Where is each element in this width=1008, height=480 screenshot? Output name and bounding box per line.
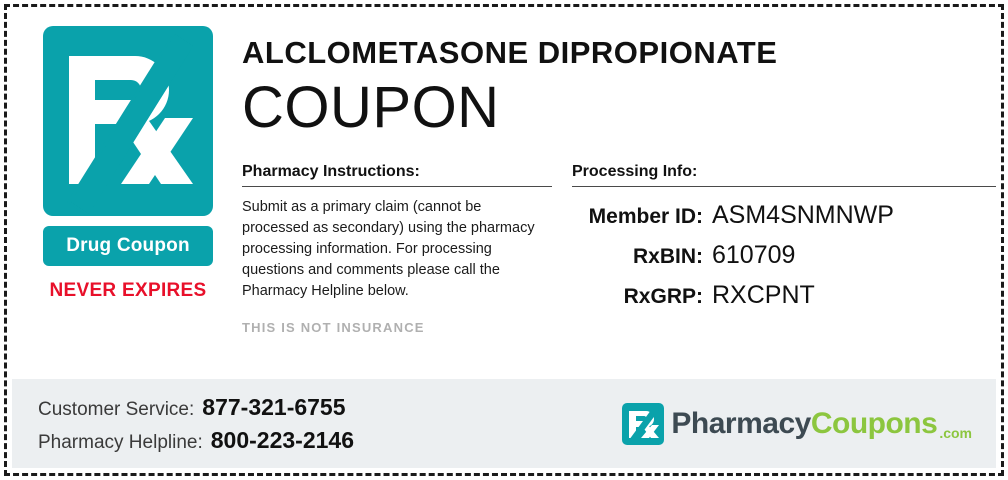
pharmacy-helpline-line (38, 424, 622, 457)
pharmacy-helpline-number[interactable]: 800-223-2146 (210, 426, 354, 453)
brand-rx-icon (622, 403, 664, 445)
brand-tld: .com (939, 424, 972, 441)
not-insurance-disclaimer: THIS IS NOT INSURANCE (242, 320, 425, 336)
pharmacy-instructions-text: Submit as a primary claim (cannot be processed as secondary) using the pharmacy processing information. For processing questions and comments please call the Pharmacy Helpline below. (242, 198, 535, 300)
never-expires-label: NEVER EXPIRES (49, 280, 207, 301)
drug-name-title: ALCLOMETASONE DIPROPIONATE (242, 35, 778, 70)
processing-info-row (572, 201, 927, 241)
member-id-value: ASM4SNMNWP (712, 200, 894, 229)
customer-service-number[interactable]: 877-321-6755 (202, 393, 346, 420)
processing-info-row (572, 241, 927, 281)
customer-service-label: Customer Service: (38, 398, 195, 420)
brand-name-coupons: Coupons (810, 406, 938, 440)
rx-logo-tile (43, 26, 213, 216)
rxgrp-value: RXCPNT (712, 280, 815, 309)
processing-info-row (572, 281, 927, 321)
member-id-label: Member ID: (588, 204, 703, 228)
rxbin-label: RxBIN: (632, 244, 703, 268)
drug-coupon-badge: Drug Coupon (43, 226, 213, 266)
brand-name-pharmacy: Pharmacy (671, 406, 811, 440)
rx-icon (43, 26, 213, 216)
processing-info-section (572, 163, 996, 335)
processing-info-heading: Processing Info: (572, 163, 996, 187)
rxbin-value: 610709 (712, 240, 796, 269)
pharmacy-helpline-label: Pharmacy Helpline: (38, 431, 203, 453)
pharmacy-instructions-section (242, 163, 572, 335)
customer-service-line (38, 391, 622, 424)
coupon-footer (12, 378, 996, 468)
rxgrp-label: RxGRP: (623, 284, 703, 308)
site-brand-logo[interactable] (622, 403, 972, 445)
coupon-logo-block (30, 26, 226, 378)
coupon-heading: COUPON (242, 75, 500, 141)
pharmacy-instructions-heading: Pharmacy Instructions: (242, 163, 552, 187)
